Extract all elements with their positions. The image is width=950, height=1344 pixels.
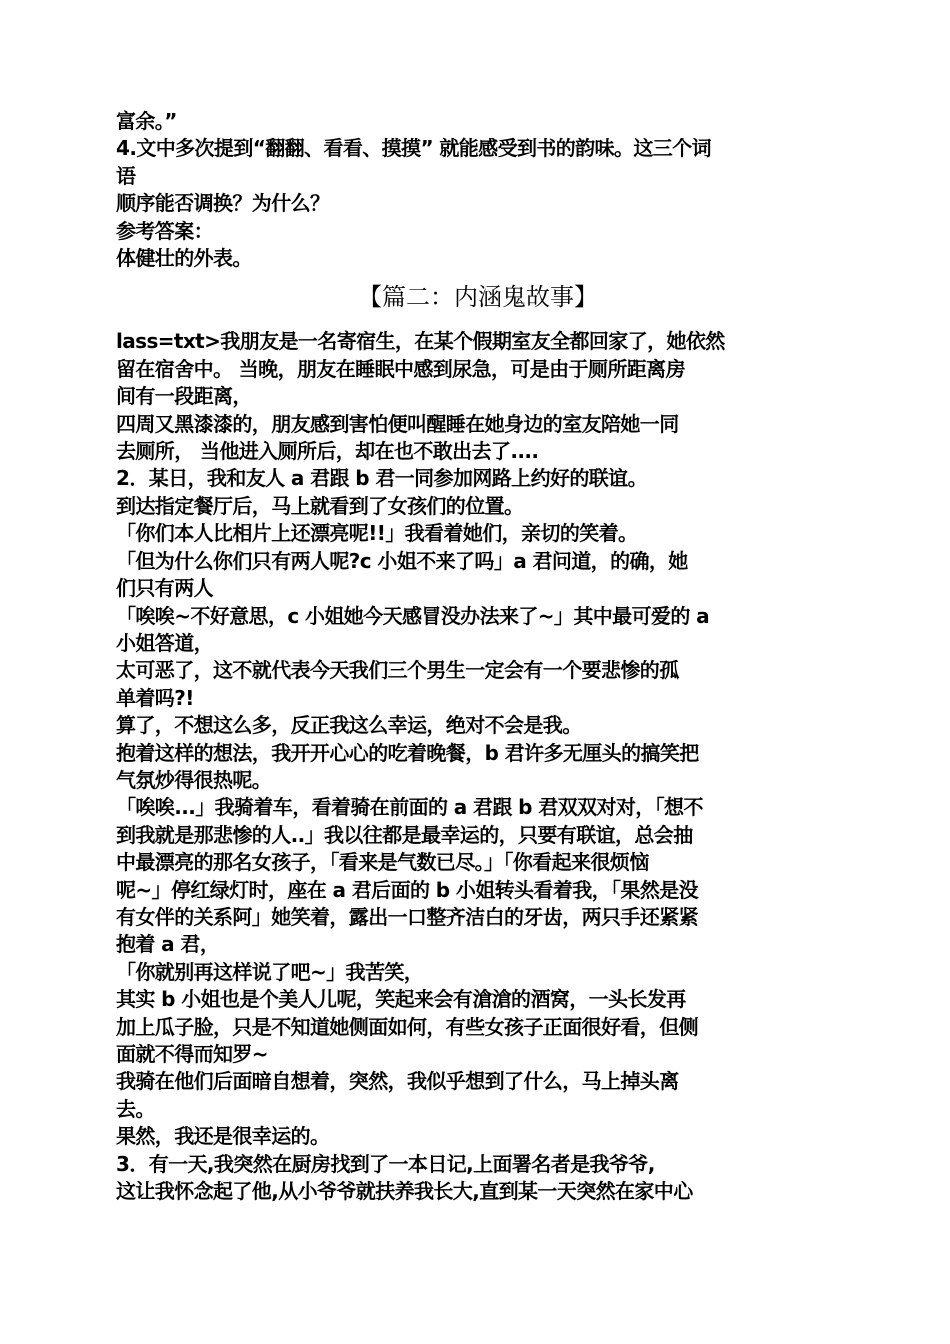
text-line: 「但为什么你们只有两人呢?c 小姐不来了吗」a 君问道，的确，她 xyxy=(116,548,688,573)
part1 xyxy=(116,108,840,272)
text-line: 呢~」停红绿灯时，座在 a 君后面的 b 小姐转头看着我，「果然是没 xyxy=(116,877,699,902)
text-line: 2．某日，我和友人 a 君跟 b 君一同参加网路上约好的联谊。 xyxy=(116,466,647,491)
text-line: 果然，我还是很幸运的。 xyxy=(116,1124,330,1149)
text-line: 顺序能否调换？为什么？ xyxy=(116,191,330,216)
text-line: 参考答案： xyxy=(116,218,213,243)
text-line: 「唉唉~不好意思，c 小姐她今天感冒没办法来了~」其中最可爱的 a xyxy=(116,603,709,628)
document-page xyxy=(116,108,840,1205)
text-line: 语 xyxy=(116,163,136,188)
part2 xyxy=(116,328,840,1205)
text-line: 太可恶了，这不就代表今天我们三个男生一定会有一个要悲惨的孤 xyxy=(116,658,679,683)
text-line: 面就不得而知罗~ xyxy=(116,1042,268,1066)
text-line: 「唉唉...」我骑着车，看着骑在前面的 a 君跟 b 君双双对对，「想不 xyxy=(116,795,703,820)
text-line: 4.文中多次提到“翻翻、看看、摸摸” 就能感受到书的韵味。这三个词 xyxy=(116,136,711,161)
section-heading: 【篇二：内涵鬼故事】 xyxy=(358,283,598,312)
text-line: 小姐答道， xyxy=(116,630,213,655)
text-line: 「你们本人比相片上还漂亮呢!!」我看着她们，亲切的笑着。 xyxy=(116,521,638,546)
text-line: 加上瓜子脸，只是不知道她侧面如何，有些女孩子正面很好看，但侧 xyxy=(116,1014,698,1039)
text-line: 抱着这样的想法，我开开心心的吃着晚餐，b 君许多无厘头的搞笑把 xyxy=(116,740,699,765)
text-line: 气氛炒得很热呢。 xyxy=(116,767,272,792)
text-line: 算了，不想这么多，反正我这么幸运，绝对不会是我。 xyxy=(116,713,582,738)
text-line: 到我就是那悲惨的人..」我以往都是最幸运的，只要有联谊，总会抽 xyxy=(116,822,693,847)
text-line: 体健壮的外表。 xyxy=(116,246,252,271)
text-line: 这让我怀念起了他,从小爷爷就扶养我长大,直到某一天突然在家中心 xyxy=(116,1179,693,1204)
text-line: 单着吗?! xyxy=(116,685,194,710)
text-line: 3．有一天,我突然在厨房找到了一本日记,上面署名者是我爷爷, xyxy=(116,1151,655,1176)
text-line: 中最漂亮的那名女孩子，「看来是气数已尽。」「你看起来很烦恼 xyxy=(116,850,649,875)
text-line: 们只有两人 xyxy=(116,576,213,601)
text-line: lass=txt>我朋友是一名寄宿生，在某个假期室友全都回家了，她依然 xyxy=(116,329,725,354)
text-line: 我骑在他们后面暗自想着，突然，我似乎想到了什么，马上掉头离 xyxy=(116,1069,679,1094)
text-line: 「你就别再这样说了吧~」我苦笑， xyxy=(116,959,424,984)
text-line: 富余。” xyxy=(116,109,177,133)
text-line: 抱着 a 君， xyxy=(116,932,220,957)
text-line: 其实 b 小姐也是个美人儿呢，笑起来会有滄滄的酒窝，一头长发再 xyxy=(116,987,686,1012)
text-line: 四周又黑漆漆的，朋友感到害怕便叫醒睡在她身边的室友陪她一同 xyxy=(116,411,679,436)
text-line: 到达指定餐厅后，马上就看到了女孩们的位置。 xyxy=(116,493,524,518)
text-line: 间有一段距离， xyxy=(116,384,252,409)
text-line: 去厕所， 当他进入厕所后，却在也不敢出去了.... xyxy=(116,439,539,464)
text-line: 去。 xyxy=(116,1096,155,1121)
text-line: 留在宿舍中。 当晚，朋友在睡眠中感到尿急，可是由于厕所距离房 xyxy=(116,356,685,381)
text-line: 有女伴的关系阿」她笑着，露出一口整齐洁白的牙齿，两只手还紧紧 xyxy=(116,904,698,929)
